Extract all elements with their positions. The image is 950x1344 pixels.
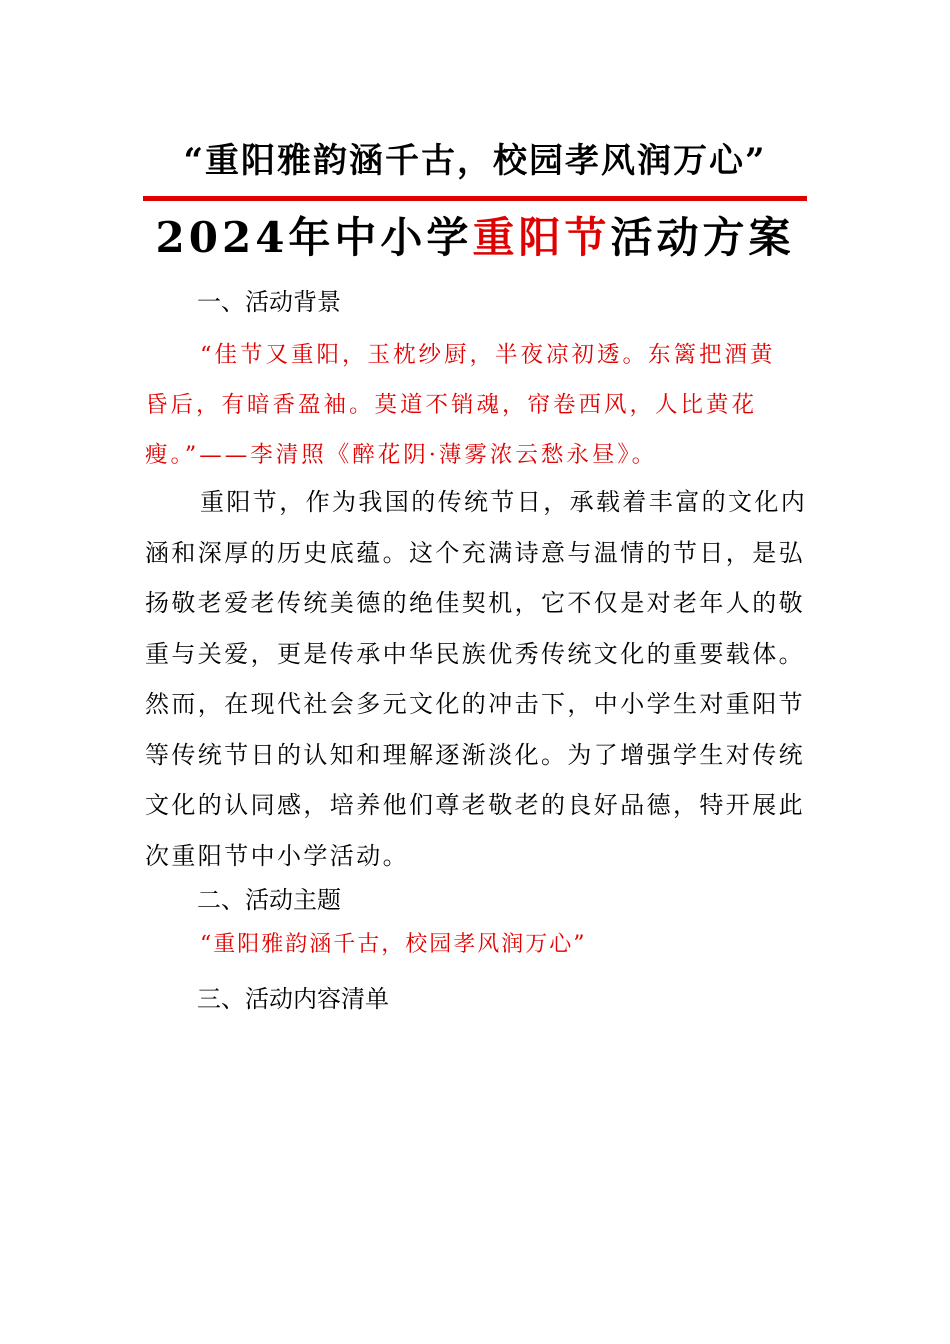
paragraph-line: 次重阳节中小学活动。 bbox=[145, 841, 409, 870]
title-divider bbox=[143, 196, 807, 201]
poem-line: 昏后，有暗香盈袖。莫道不销魂，帘卷西风，人比黄花 bbox=[145, 392, 758, 418]
paragraph-line: 然而，在现代社会多元文化的冲击下，中小学生对重阳节 bbox=[145, 690, 805, 718]
section-heading-theme: 二、活动主题 bbox=[197, 886, 341, 914]
poem-line: 瘦。”——李清照《醉花阴·薄雾浓云愁永昼》。 bbox=[145, 442, 658, 468]
paragraph-line: 扬敬老爱老传统美德的绝佳契机，它不仅是对老年人的敬 bbox=[145, 589, 805, 617]
paragraph-line: 重阳节，作为我国的传统节日，承载着丰富的文化内 bbox=[200, 488, 808, 516]
paragraph-line: 涵和深厚的历史底蕴。这个充满诗意与温情的节日，是弘 bbox=[145, 538, 805, 567]
paragraph-line: 文化的认同感，培养他们尊老敬老的良好品德，特开展此 bbox=[145, 791, 805, 819]
paragraph-line: 等传统节日的认知和理解逐渐淡化。为了增强学生对传统 bbox=[145, 740, 805, 769]
title-highlight: 重阳节 bbox=[472, 213, 611, 262]
paragraph-line: 重与关爱，更是传承中华民族优秀传统文化的重要载体。 bbox=[145, 639, 805, 668]
poem-line: “佳节又重阳，玉枕纱厨，半夜凉初透。东篱把酒黄 bbox=[200, 342, 776, 368]
document-title bbox=[145, 208, 805, 268]
title-prefix: 2024年中小学 bbox=[155, 213, 473, 262]
section-heading-content-list: 三、活动内容清单 bbox=[197, 985, 389, 1013]
background-paragraph bbox=[145, 477, 808, 881]
theme-text: “重阳雅韵涵千古，校园孝风润万心” bbox=[200, 932, 587, 957]
section-heading-background: 一、活动背景 bbox=[197, 288, 341, 316]
document-subtitle: “重阳雅韵涵千古，校园孝风润万心” bbox=[183, 141, 767, 181]
title-suffix: 活动方案 bbox=[610, 213, 795, 262]
poem-quote bbox=[145, 330, 805, 480]
